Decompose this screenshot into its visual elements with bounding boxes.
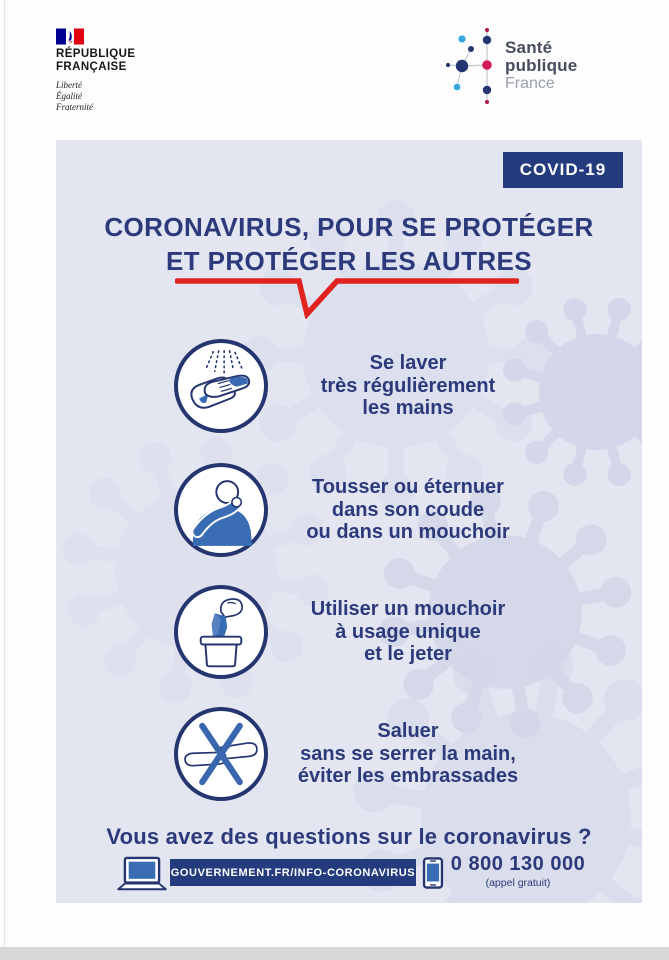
rule-3-line3: et le jeter — [364, 643, 452, 665]
rf-motto-line1: Liberté — [56, 80, 82, 90]
poster-title — [56, 210, 642, 278]
spf-dots-icon — [440, 24, 496, 108]
rule-2-line2: dans son coude — [331, 498, 485, 521]
republique-francaise-logo — [56, 28, 186, 113]
rule-2-line1: Tousser ou éternuer — [312, 476, 504, 498]
rule-1-line1: Se laver — [369, 352, 447, 374]
rule-3-line1: Utiliser un mouchoir — [310, 598, 506, 620]
spf-name-line3: France — [505, 75, 555, 92]
rule-1-line3: les mains — [362, 397, 454, 419]
rule-4-line2: sans se serrer la main, — [300, 742, 516, 765]
rf-motto — [56, 80, 186, 113]
rule-cough-elbow-text — [243, 476, 573, 544]
poster-title-line1: CORONAVIRUS, POUR SE PROTÉGER — [104, 212, 594, 242]
rule-4-line3: éviter les embrassades — [297, 765, 519, 787]
covid-19-badge: COVID-19 — [503, 152, 623, 188]
phone-note: (appel gratuit) — [485, 877, 551, 889]
phone-contact — [448, 853, 588, 889]
rf-motto-line2: Égalité — [56, 91, 82, 101]
website-badge[interactable]: GOUVERNEMENT.FR/INFO-CORONAVIRUS — [170, 859, 416, 886]
rule-no-handshake-text — [243, 720, 573, 788]
rule-4-line1: Saluer — [377, 720, 439, 742]
rf-name — [56, 48, 186, 73]
spf-name-line1: Santé — [505, 38, 553, 57]
poster-title-line2: ET PROTÉGER LES AUTRES — [165, 246, 533, 276]
rule-1-line2: très régulièrement — [320, 374, 496, 397]
page-bottom-strip — [0, 947, 669, 960]
rf-motto-line3: Fraternité — [56, 102, 93, 112]
spf-name-line2: publique — [505, 56, 578, 75]
phone-number: 0 800 130 000 — [450, 853, 586, 875]
rule-wash-hands-text — [243, 352, 573, 420]
rule-tissue-text — [243, 598, 573, 666]
rf-name-line2: FRANÇAISE — [56, 60, 127, 73]
spf-name — [505, 39, 577, 93]
rf-name-line1: RÉPUBLIQUE — [56, 48, 136, 60]
rule-2-line3: ou dans un mouchoir — [306, 521, 510, 543]
footer-question: Vous avez des questions sur le coronavirus ? — [106, 824, 592, 849]
sante-publique-france-logo — [440, 24, 577, 108]
smartphone-icon — [422, 857, 444, 889]
poster-panel — [56, 140, 642, 903]
laptop-icon — [116, 856, 168, 894]
french-flag-icon — [56, 28, 84, 45]
speech-bubble-underline-icon — [175, 277, 519, 319]
rule-3-line2: à usage unique — [335, 620, 481, 643]
page-edge-line — [4, 0, 5, 960]
